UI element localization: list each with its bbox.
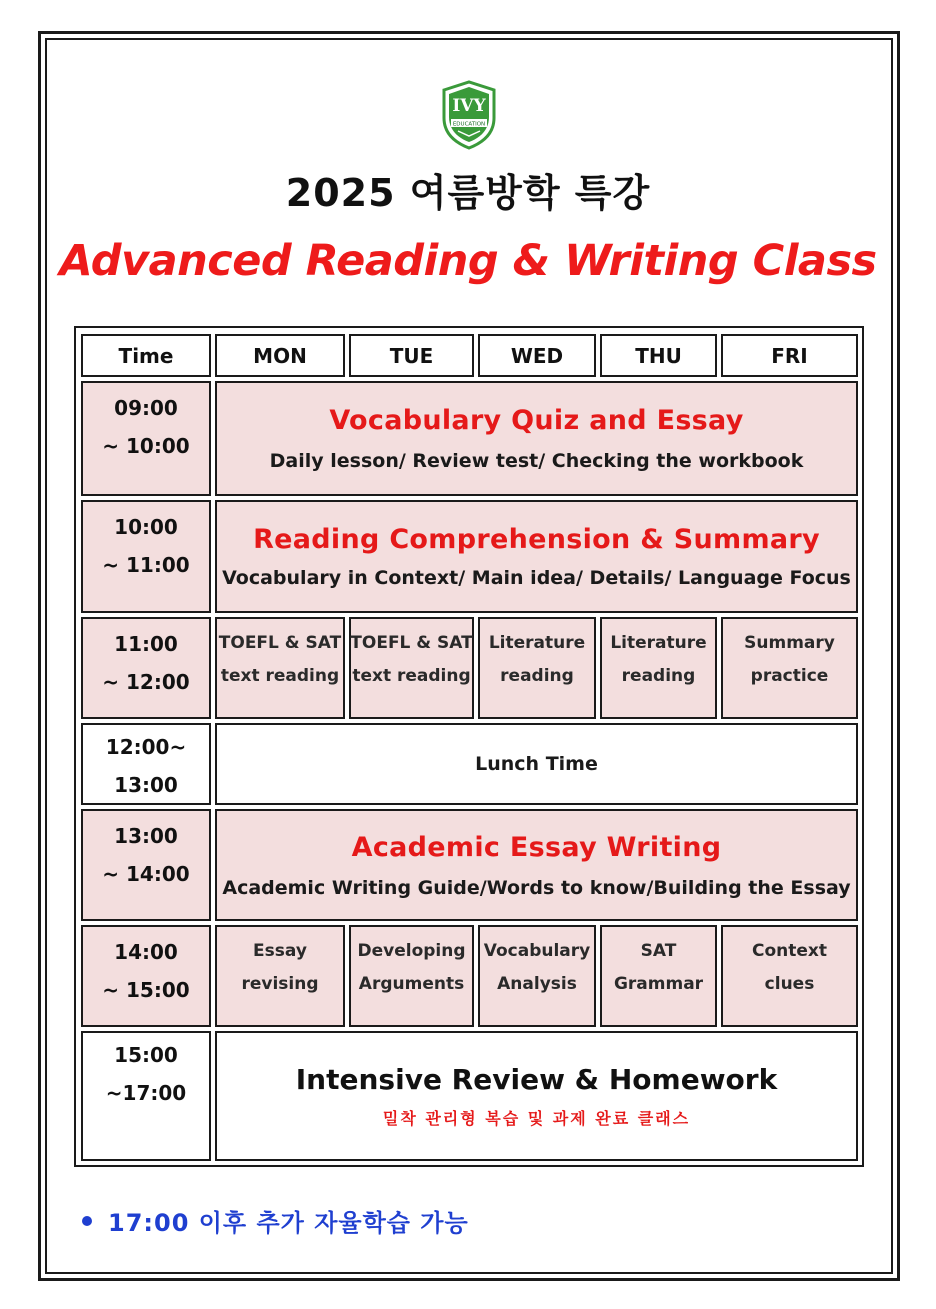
class-line-2: text reading bbox=[352, 666, 471, 686]
time-cell-1500 bbox=[81, 1031, 211, 1161]
time-cell-1200 bbox=[81, 723, 211, 805]
class-intensive-review bbox=[215, 1031, 858, 1161]
time-cell-1000 bbox=[81, 500, 211, 613]
class-thu-1400 bbox=[600, 925, 717, 1027]
class-wed-1400 bbox=[478, 925, 596, 1027]
time-start: 10:00 bbox=[114, 515, 178, 539]
time-cell-0900 bbox=[81, 381, 211, 496]
bullet-icon bbox=[82, 1216, 92, 1226]
footnote-text: 17:00 이후 추가 자율학습 가능 bbox=[108, 1209, 469, 1237]
class-line-1: TOEFL & SAT bbox=[350, 633, 473, 653]
header-fri-label: FRI bbox=[771, 343, 808, 368]
header-tue-label: TUE bbox=[389, 343, 434, 368]
ivy-education-logo bbox=[440, 80, 498, 150]
logo-text: IVY bbox=[452, 96, 486, 116]
class-line-1: TOEFL & SAT bbox=[218, 633, 342, 653]
class-wed-1100 bbox=[478, 617, 596, 719]
header-fri bbox=[721, 334, 858, 377]
class-line-2: revising bbox=[241, 974, 319, 994]
class-line-1: Developing bbox=[357, 941, 466, 961]
class-line-2: Analysis bbox=[497, 974, 577, 994]
class-line-1: Literature bbox=[488, 633, 586, 653]
class-line-2: reading bbox=[621, 666, 696, 686]
class-title: Vocabulary Quiz and Essay bbox=[329, 405, 744, 436]
class-line-1: Context bbox=[751, 941, 827, 961]
class-vocabulary-quiz bbox=[215, 381, 858, 496]
time-end: 13:00 bbox=[114, 773, 178, 797]
time-start: 15:00 bbox=[114, 1043, 178, 1067]
time-start: 12:00~ bbox=[105, 735, 187, 759]
class-line-2: text reading bbox=[220, 666, 340, 686]
class-title: Intensive Review & Homework bbox=[295, 1063, 778, 1096]
page-title-korean: 2025 여름방학 특강 bbox=[285, 171, 651, 215]
class-line-2: Grammar bbox=[613, 974, 704, 994]
time-end: ~ 14:00 bbox=[102, 862, 190, 886]
header-mon-label: MON bbox=[253, 343, 307, 368]
time-end: ~ 12:00 bbox=[102, 670, 190, 694]
class-line-2: practice bbox=[750, 666, 829, 686]
lunch-label: Lunch Time bbox=[475, 753, 598, 775]
class-description: Daily lesson/ Review test/ Checking the workbook bbox=[269, 450, 804, 472]
header-time-label: Time bbox=[118, 343, 174, 368]
logo-subtext: EDUCATION bbox=[452, 121, 486, 128]
time-end: ~ 11:00 bbox=[102, 553, 190, 577]
time-end: ~ 15:00 bbox=[102, 978, 190, 1002]
time-cell-1400 bbox=[81, 925, 211, 1027]
class-tue-1100 bbox=[349, 617, 474, 719]
class-tue-1400 bbox=[349, 925, 474, 1027]
time-cell-1300 bbox=[81, 809, 211, 921]
class-mon-1400 bbox=[215, 925, 345, 1027]
page-title-english: Advanced Reading & Writing Class bbox=[59, 236, 877, 286]
class-reading-comprehension bbox=[215, 500, 858, 613]
header-wed bbox=[478, 334, 596, 377]
class-fri-1100 bbox=[721, 617, 858, 719]
header-thu bbox=[600, 334, 717, 377]
header-tue bbox=[349, 334, 474, 377]
class-title: Reading Comprehension & Summary bbox=[253, 524, 820, 555]
class-description: Vocabulary in Context/ Main idea/ Details/ Language Focus bbox=[222, 567, 851, 589]
class-fri-1400 bbox=[721, 925, 858, 1027]
class-line-1: Vocabulary bbox=[483, 941, 591, 961]
class-line-1: Summary bbox=[744, 633, 835, 653]
time-end: ~ 10:00 bbox=[102, 434, 190, 458]
class-line-1: Essay bbox=[253, 941, 307, 961]
class-mon-1100 bbox=[215, 617, 345, 719]
header-wed-label: WED bbox=[510, 343, 564, 368]
class-description: 밀착 관리형 복습 및 과제 완료 클래스 bbox=[382, 1109, 691, 1128]
header-mon bbox=[215, 334, 345, 377]
time-end: ~17:00 bbox=[105, 1081, 187, 1105]
footnote bbox=[82, 1203, 469, 1238]
class-line-1: Literature bbox=[610, 633, 707, 653]
class-thu-1100 bbox=[600, 617, 717, 719]
class-line-2: Arguments bbox=[358, 974, 465, 994]
class-line-1: SAT bbox=[640, 941, 677, 961]
class-line-2: clues bbox=[764, 974, 815, 994]
time-start: 13:00 bbox=[114, 824, 178, 848]
time-start: 14:00 bbox=[114, 940, 178, 964]
class-title: Academic Essay Writing bbox=[351, 831, 722, 863]
header-time bbox=[81, 334, 211, 377]
class-line-2: reading bbox=[500, 666, 574, 686]
time-start: 09:00 bbox=[114, 396, 178, 420]
class-description: Academic Writing Guide/Words to know/Building the Essay bbox=[222, 876, 851, 899]
class-academic-essay bbox=[215, 809, 858, 921]
lunch-time-cell bbox=[215, 723, 858, 805]
time-cell-1100 bbox=[81, 617, 211, 719]
time-start: 11:00 bbox=[114, 632, 178, 656]
header-thu-label: THU bbox=[635, 343, 682, 368]
